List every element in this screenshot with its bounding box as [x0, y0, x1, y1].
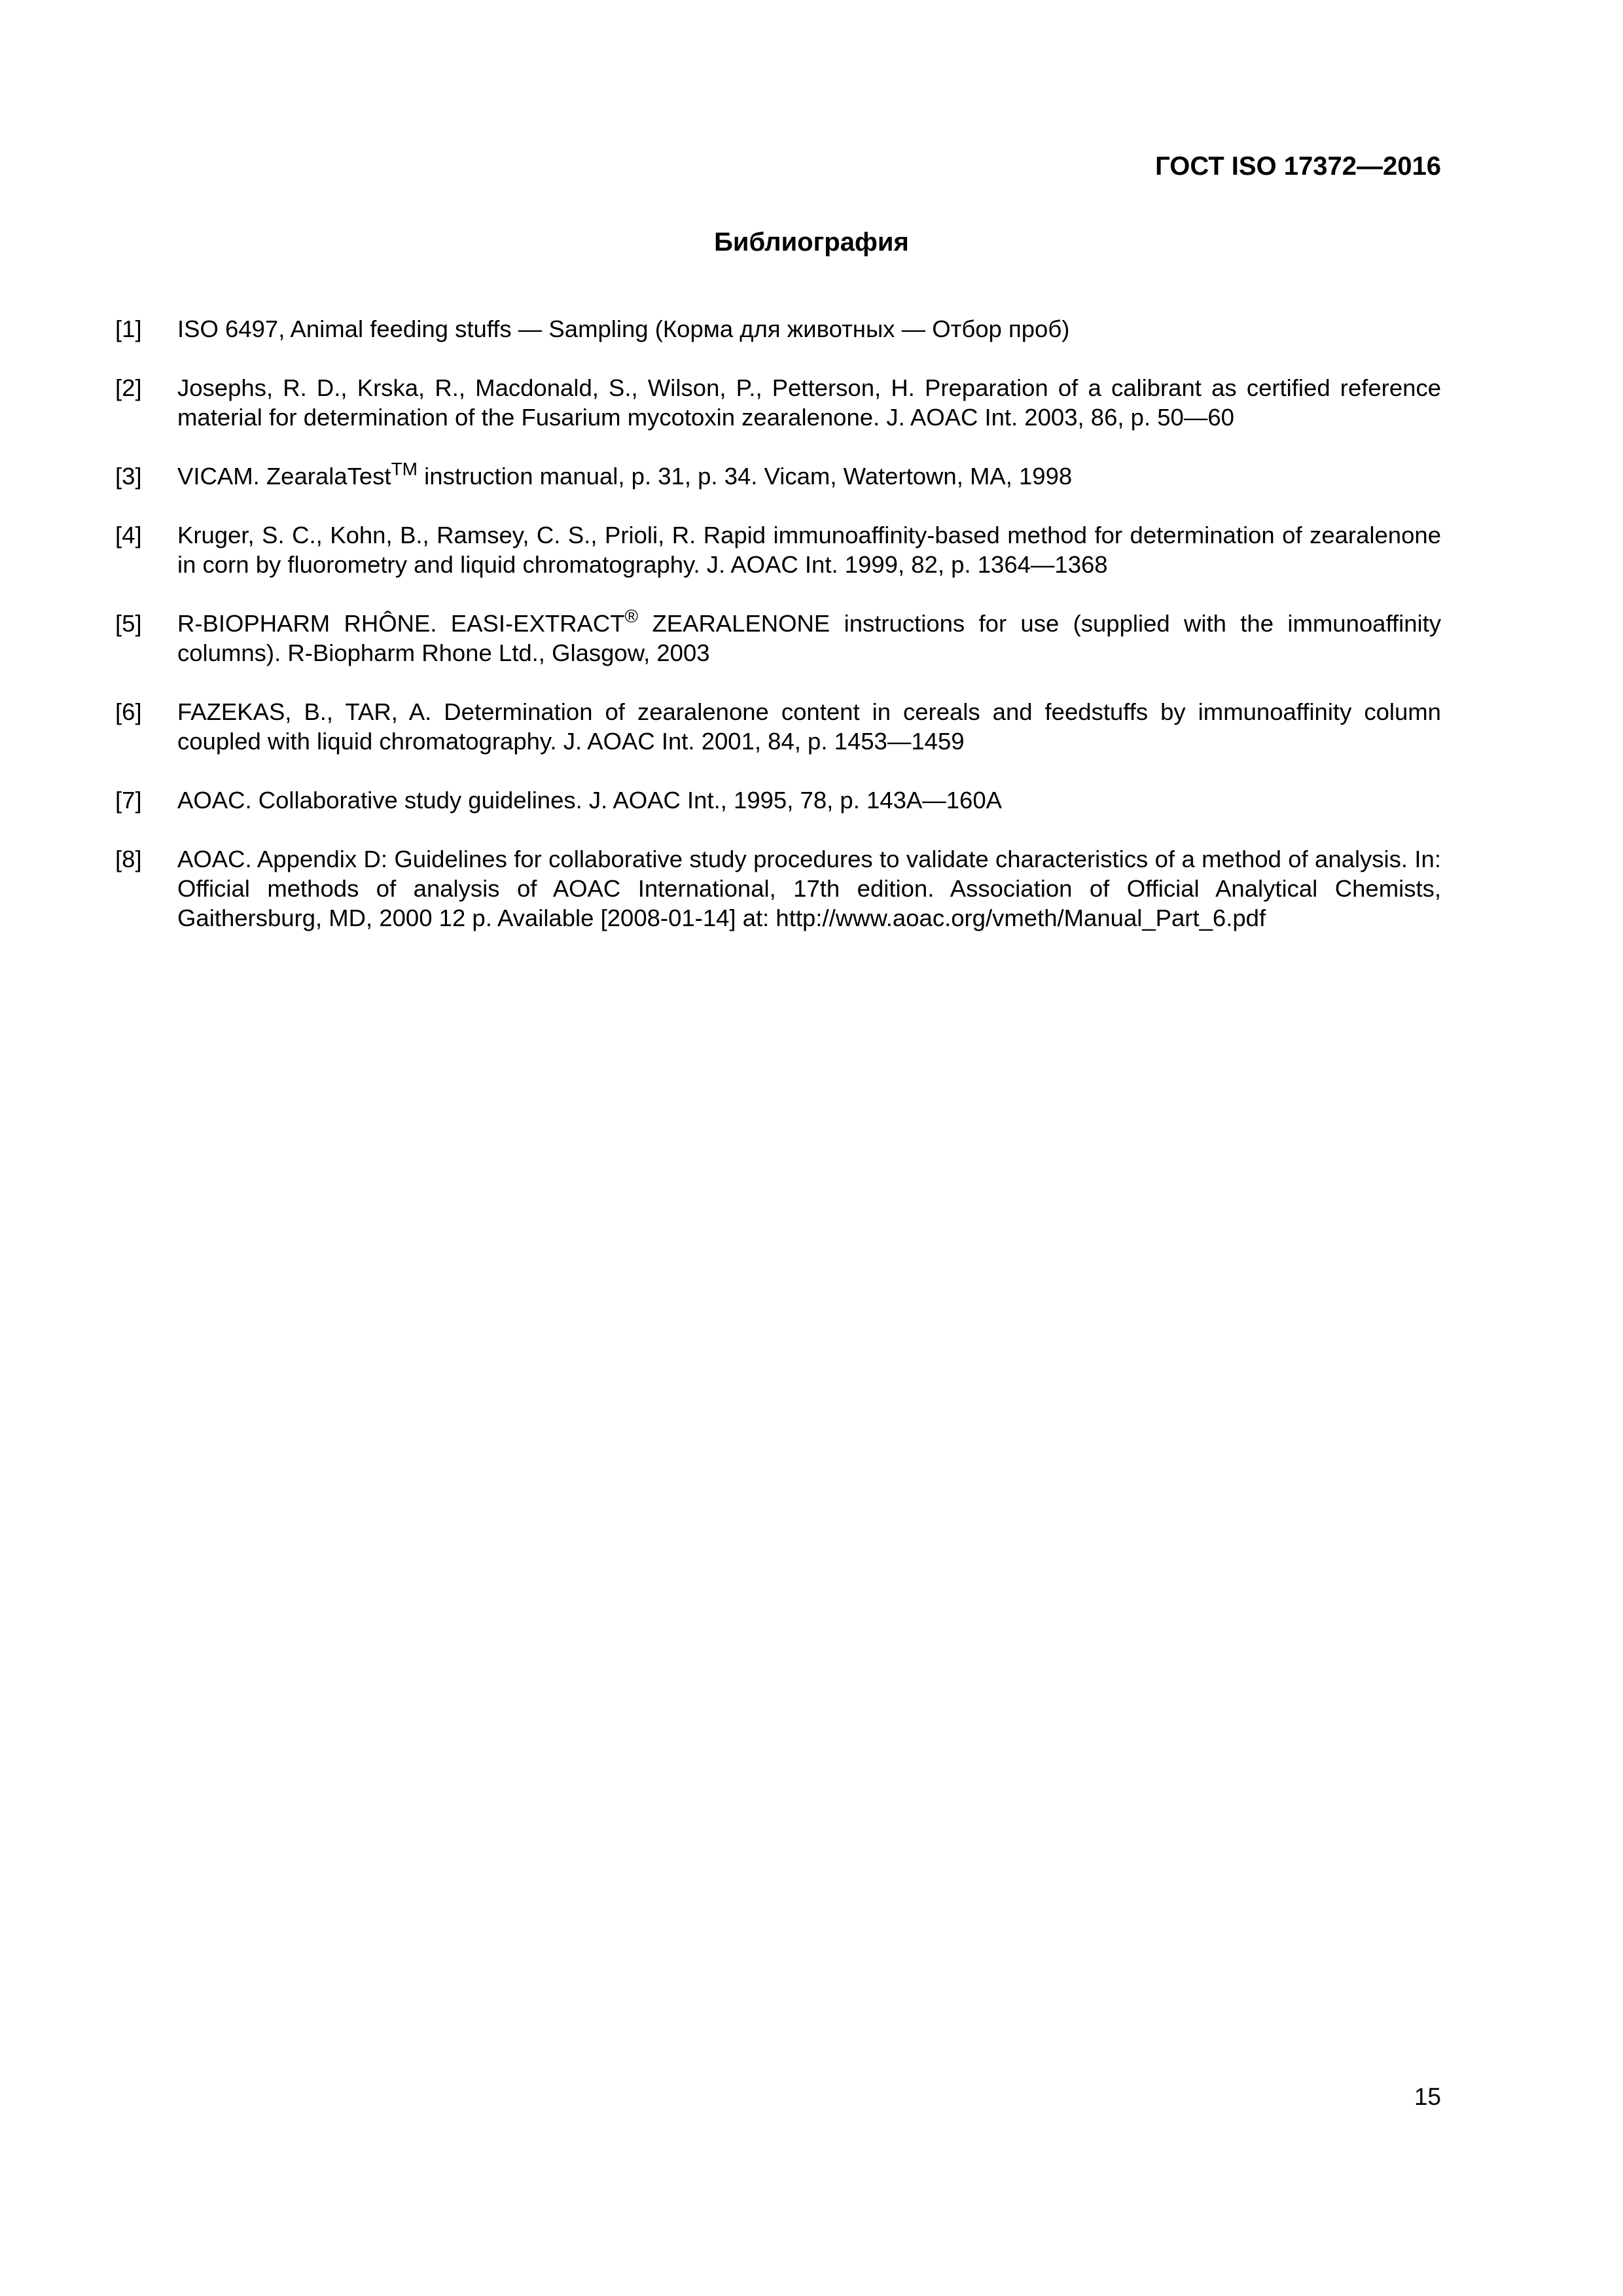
reference-number: [7]	[115, 787, 142, 814]
reference-text-start: VICAM. ZearalaTest	[177, 463, 391, 490]
reference-number: [4]	[115, 522, 142, 548]
page-number: 15	[1414, 2083, 1441, 2110]
reference-number: [2]	[115, 374, 142, 401]
reference-text-end: ZEARALENONE instructions for use (supplied with the immunoaffinity columns). R-Biopharm Rhone Ltd., Glasgow, 2003	[177, 610, 1441, 666]
bibliography-title: Библиография	[714, 228, 909, 257]
reference-text: AOAC. Appendix D: Guidelines for collaborative study procedures to validate characteristics of a method of analysis. In: Official methods of analysis of AOAC International, 17th edition. Association of Official Analytical Chemists, Gaithersburg, MD, 2000 12 p. Available [2008-01-14] at: http://www.aoac.org/vmeth/Manual_Part_6.pdf	[177, 846, 1441, 931]
reference-number: [5]	[115, 610, 142, 637]
reference-item-3	[115, 461, 1441, 491]
reference-text-start: R-BIOPHARM RHÔNE. EASI-EXTRACT	[177, 610, 625, 637]
reference-item-6	[115, 697, 1441, 756]
trademark-superscript: TM	[391, 459, 418, 479]
registered-superscript: ®	[624, 606, 639, 626]
reference-number: [3]	[115, 463, 142, 490]
reference-text: ISO 6497, Animal feeding stuffs — Sampling (Корма для животных — Отбор проб)	[177, 315, 1070, 342]
reference-item-1	[115, 314, 1441, 344]
reference-number: [8]	[115, 846, 142, 872]
reference-text: Josephs, R. D., Krska, R., Macdonald, S., Wilson, P., Petterson, H. Preparation of a calibrant as certified reference material for determination of the Fusarium mycotoxin zearalenone. J. AOAC Int. 2003, 86, p. 50—60	[177, 374, 1441, 431]
reference-item-2	[115, 373, 1441, 432]
reference-text: FAZEKAS, B., TAR, A. Determination of zearalenone content in cereals and feedstuffs by immunoaffinity column coupled with liquid chromatography. J. AOAC Int. 2001, 84, p. 1453—1459	[177, 698, 1441, 755]
reference-text-end: instruction manual, p. 31, p. 34. Vicam, Watertown, MA, 1998	[418, 463, 1073, 490]
reference-number: [6]	[115, 698, 142, 725]
reference-text	[177, 461, 1441, 491]
reference-text	[177, 606, 1441, 668]
document-code-header: ГОСТ ISO 17372—2016	[1155, 152, 1441, 181]
reference-item-4	[115, 520, 1441, 579]
reference-text: AOAC. Collaborative study guidelines. J. AOAC Int., 1995, 78, p. 143A—160A	[177, 787, 1002, 814]
reference-text: Kruger, S. C., Kohn, B., Ramsey, C. S., Prioli, R. Rapid immunoaffinity-based method for determination of zearalenone in corn by fluorometry and liquid chromatography. J. AOAC Int. 1999, 82, p. 1364—1368	[177, 522, 1441, 578]
reference-item-5	[115, 606, 1441, 668]
reference-item-8	[115, 844, 1441, 933]
bibliography-list	[115, 314, 1441, 962]
reference-item-7	[115, 785, 1441, 815]
reference-number: [1]	[115, 315, 142, 342]
